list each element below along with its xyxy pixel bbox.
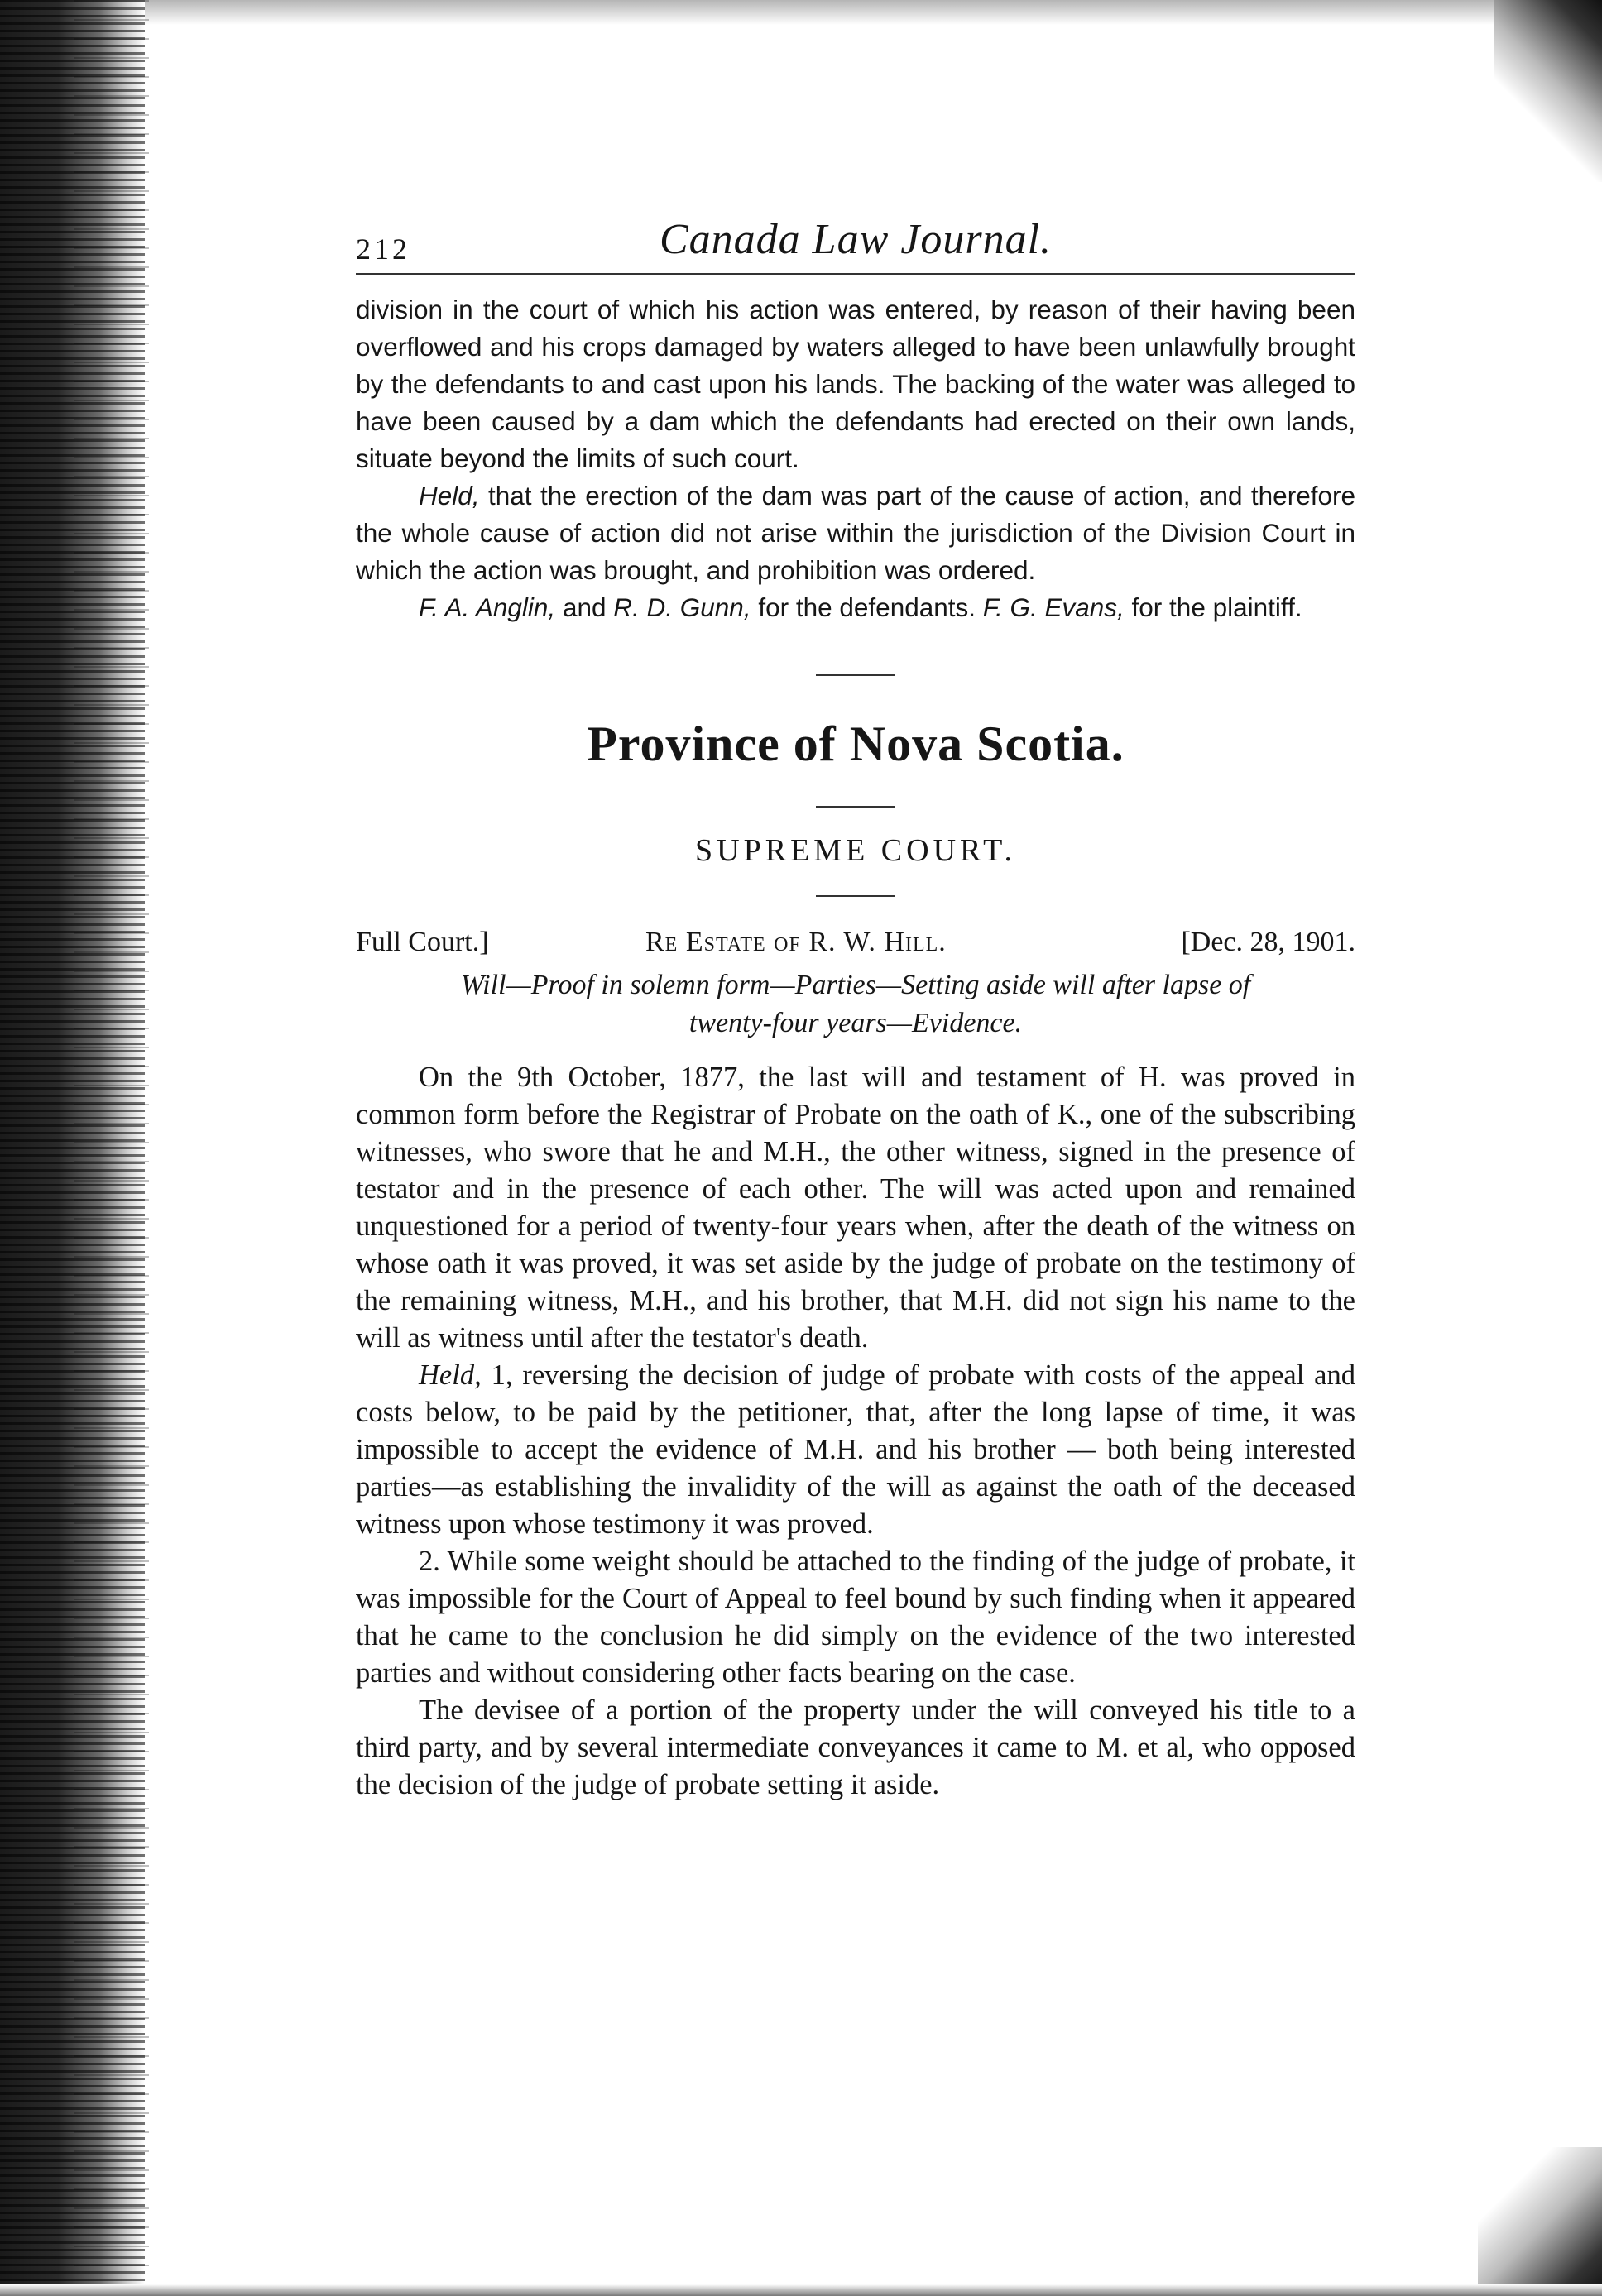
counsel-for-plaintiff: for the plaintiff.	[1124, 592, 1302, 622]
held-text-2: 1, reversing the decision of judge of probate with costs of the appeal and costs below, to be paid by the petitioner, that, after the long lapse of time, it was impossible to accept the evidence of M.H. and his brother — both being interested parties—as establishing the invalidity of the will as against the oath of the deceased witness upon whose testimony it was proved.	[356, 1359, 1355, 1540]
court-heading: SUPREME COURT.	[695, 833, 1016, 868]
counsel-name-gunn: R. D. Gunn,	[613, 592, 751, 622]
counsel-paragraph	[356, 589, 1355, 626]
headnote-line-1: Will—Proof in solemn form—Parties—Setting aside will after lapse of	[460, 970, 1251, 1000]
scan-corner-bottom-right	[1478, 2147, 1602, 2296]
finding-paragraph: 2. While some weight should be attached to the finding of the judge of probate, it was impossible for the Court of Appeal to feel bound by such finding when it appeared that he came to the conclusion he did simply on the evidence of the two interested parties and without considering other facts bearing on the case.	[356, 1546, 1355, 1689]
case-name: Re Estate of R. W. Hill.	[645, 927, 947, 957]
heading-divider-2	[816, 895, 895, 897]
held-paragraph-2	[356, 1357, 1355, 1543]
case-caption	[356, 922, 1355, 966]
case-date: [Dec. 28, 1901.	[1181, 927, 1355, 957]
scan-bottom-edge	[0, 2284, 1602, 2296]
nova-scotia-case-body	[356, 1059, 1355, 1804]
case-court: Full Court.]	[356, 927, 489, 957]
page-number: 212	[356, 232, 410, 266]
section-divider	[816, 674, 895, 676]
held-label: Held,	[419, 481, 480, 510]
page-header	[356, 199, 1355, 275]
case-headnote	[356, 966, 1355, 1043]
held-text: that the erection of the dam was part of the cause of action, and therefore the whole cause of action did not arise within the jurisdiction of the Division Court in which the action was brought, and prohibition was ordered.	[356, 481, 1355, 585]
ontario-case-continuation	[356, 291, 1355, 626]
province-heading: Province of Nova Scotia.	[587, 717, 1125, 771]
case-facts-paragraph: division in the court of which his action was entered, by reason of their having been overflowed and his crops damaged by waters alleged to have been unlawfully brought by the defendants to and cast upon his lands. The backing of the water was alleged to have been caused by a dam which the defendants had erected on their own lands, situate beyond the limits of such court.	[356, 295, 1355, 473]
scan-corner-top-right	[1494, 0, 1602, 182]
counsel-name-anglin: F. A. Anglin,	[419, 592, 556, 622]
facts-paragraph: On the 9th October, 1877, the last will and testament of H. was proved in common form before the Registrar of Probate on the oath of K., one of the subscribing witnesses, who swore that he and M.H., the other witness, signed in the presence of testator and in the presence of each other. The will was acted upon and remained unquestioned for a period of twenty-four years when, after the death of the witness on whose oath it was proved, it was set aside by the judge of probate on the testimony of the remaining witness, M.H., and his brother, that M.H. did not sign his name to the will as witness until after the testator's death.	[356, 1062, 1355, 1354]
journal-page	[356, 199, 1355, 1804]
held-label-2: Held,	[419, 1359, 482, 1391]
scan-top-edge	[0, 0, 1602, 25]
headnote-line-2: twenty-four years—Evidence.	[688, 1008, 1023, 1038]
counsel-for-defendants: for the defendants.	[751, 592, 983, 622]
counsel-name-evans: F. G. Evans,	[982, 592, 1125, 622]
devisee-paragraph: The devisee of a portion of the property under the will conveyed his title to a third party, and by several intermediate conveyances it came to M. et al, who opposed the decision of the judge of probate setting it aside.	[356, 1694, 1355, 1800]
heading-divider-1	[816, 806, 895, 808]
journal-title: Canada Law Journal.	[659, 216, 1053, 263]
scan-binding-speckle	[74, 0, 149, 2296]
held-paragraph	[356, 477, 1355, 589]
counsel-and: and	[555, 592, 614, 622]
